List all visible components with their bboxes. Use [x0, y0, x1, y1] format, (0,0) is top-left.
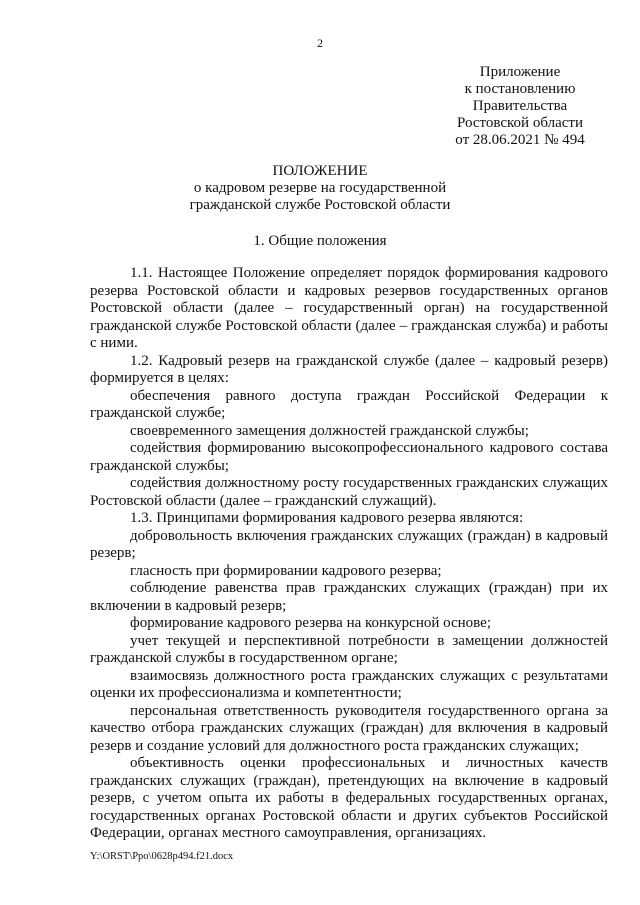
paragraph: взаимосвязь должностного роста гражданских служащих с результатами оценки их профессионализма и компетентности;	[90, 667, 608, 701]
document-subtitle-line: гражданской службе Ростовской области	[189, 197, 451, 213]
paragraph: добровольность включения гражданских служащих (граждан) в кадровый резерв;	[90, 527, 608, 561]
paragraph: 1.1. Настоящее Положение определяет порядок формирования кадрового резерва Ростовской области и кадровых резервов государственных органов Ростовской области (далее – государственный орган) на государственной гражданской службе Ростовской области (далее – гражданская служба) и работы с ними.	[90, 265, 608, 351]
section-heading: 1. Общие положения	[253, 233, 387, 249]
annex-block	[440, 64, 600, 149]
paragraph: персональная ответственность руководителя государственного органа за качество отбора гражданских служащих (граждан) для включения в кадровый резерв и создание условий для должностного роста гражданских служащих;	[90, 702, 608, 754]
paragraph: 1.2. Кадровый резерв на гражданской службе (далее – кадровый резерв) формируется в целях:	[90, 352, 608, 386]
annex-line: от 28.06.2021 № 494	[455, 132, 585, 148]
body-text	[90, 265, 608, 843]
paragraph: 1.3. Принципами формирования кадрового резерва являются:	[130, 510, 524, 526]
annex-line: Приложение	[479, 64, 561, 80]
paragraph: гласность при формировании кадрового резерва;	[130, 562, 442, 579]
document-subtitle-line: о кадровом резерве на государственной	[193, 180, 447, 196]
paragraph: содействия должностному росту государственных гражданских служащих Ростовской области (далее – гражданский служащий).	[90, 475, 608, 509]
paragraph: обеспечения равного доступа граждан Российской Федерации к гражданской службе;	[90, 387, 608, 421]
paragraph: формирование кадрового резерва на конкурсной основе;	[130, 615, 491, 631]
document-heading: ПОЛОЖЕНИЕ	[272, 163, 368, 179]
paragraph: соблюдение равенства прав гражданских служащих (граждан) при их включении в кадровый резерв;	[90, 580, 608, 614]
page-number: 2	[317, 36, 323, 50]
paragraph: учет текущей и перспективной потребности в замещении должностей гражданской службы в государственном органе;	[90, 632, 608, 666]
paragraph: своевременного замещения должностей гражданской службы;	[130, 422, 529, 439]
document-title	[0, 163, 640, 214]
paragraph: объективность оценки профессиональных и личностных качеств гражданских служащих (граждан), претендующих на включение в кадровый резерв, с учетом опыта их работы в федеральных государственных органах, государственных органах Ростовской области и других субъектов Российской Федерации, органах местного самоуправления, организациях.	[90, 755, 608, 841]
paragraph: содействия формированию высокопрофессионального кадрового состава гражданской службы;	[90, 440, 608, 474]
annex-line: к постановлению	[464, 81, 576, 97]
footer-file-path: Y:\ORST\Ppo\0628p494.f21.docx	[90, 851, 234, 862]
annex-line: Правительства	[472, 98, 568, 114]
annex-line: Ростовской области	[457, 115, 583, 131]
